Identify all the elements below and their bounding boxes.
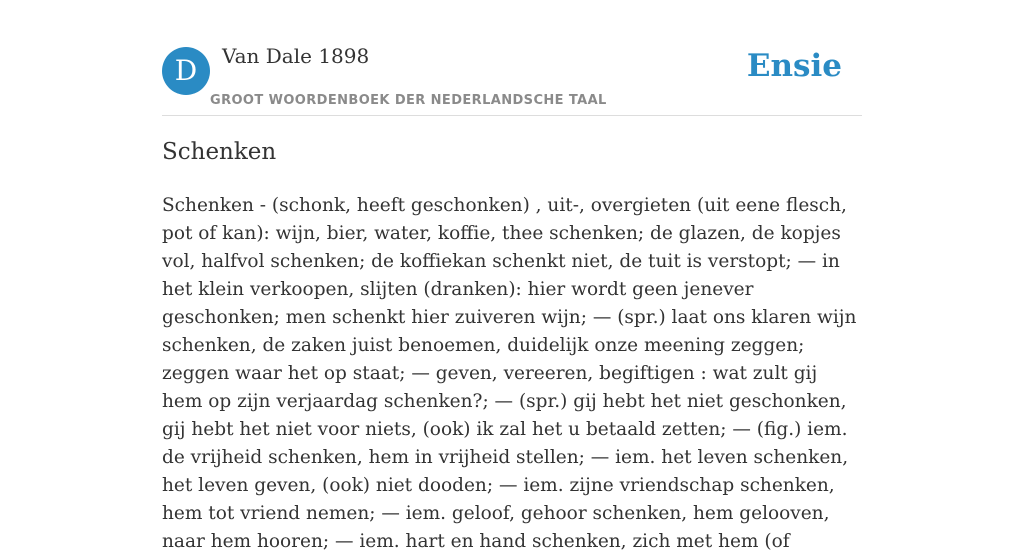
entry-card [162,0,862,552]
dictionary-subtitle: GROOT WOORDENBOEK DER NEDERLANDSCHE TAAL [210,93,607,108]
brand-logo-link[interactable]: Ensie [746,48,842,84]
dictionary-name-link[interactable]: Van Dale 1898 [222,44,370,68]
header-divider [162,115,862,116]
dictionary-avatar[interactable]: D [162,47,210,95]
entry-headword: Schenken [162,139,277,165]
entry-definition: Schenken - (schonk, heeft geschonken) , uit-, overgieten (uit eene flesch, pot of kan): wijn, bier, water, koffie, thee schenken; de glazen, de kopjes vol, halfvol schenken; de koffiekan schenkt niet, de tuit is verstopt; — in het klein verkoopen, slijten (dranken): hier wordt geen jenever geschonken; men schenkt hier zuiveren wijn; — (spr.) laat ons klaren wijn schenken, de zaken juist benoemen, duidelijk onze meening zeggen; zeggen waar het op staat; — geven, vereeren, begiftigen : wat zult gij hem op zijn verjaardag schenken?; — (spr.) gij hebt het niet geschonken, gij hebt het niet voor niets, (ook) ik zal het u betaald zetten; — (fig.) iem. de vrijheid schenken, hem in vrijheid stellen; — iem. het leven schenken, het leven geven, (ook) niet dooden; — iem. zijne vriendschap schenken, hem tot vriend nemen; — iem. geloof, gehoor schenken, hem gelooven, naar hem hooren; — iem. hart en hand schenken, zich met hem (of [162,195,857,552]
